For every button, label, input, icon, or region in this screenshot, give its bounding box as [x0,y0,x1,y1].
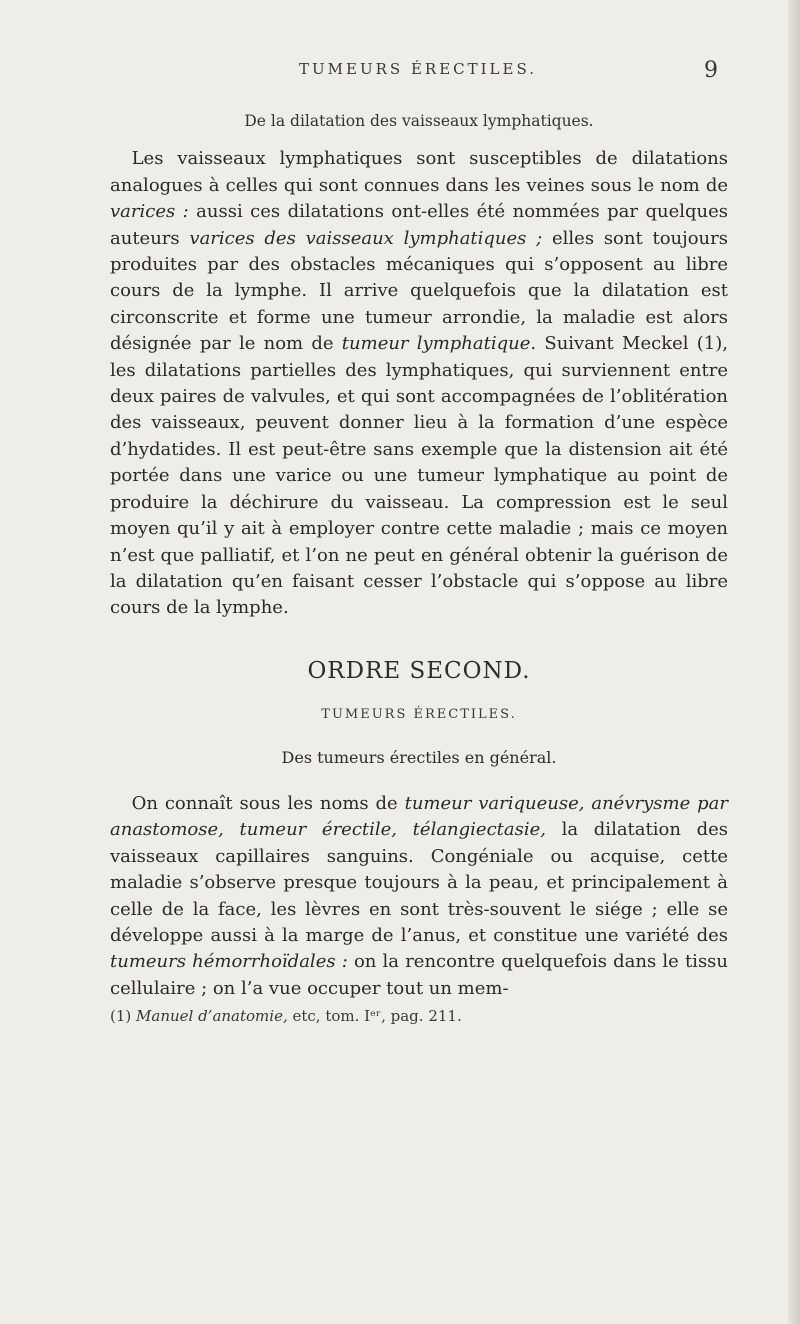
italic-run: varices : [110,201,189,223]
text-run: On connaît sous les noms de [131,792,405,814]
footnote-title: Manuel d’anatomie, [136,1007,288,1026]
paragraph-lymphatic [110,146,728,621]
text-run: on la rencontre quelquefois dans le tissu cellulaire ; on l’a vue occuper tout un mem- [110,951,729,999]
text-run: la dilatation des vaisseaux capillaires sanguins. Congéniale ou acquise, cette maladie s’observe presque toujours à la peau, et principalement à celle de la face, les lèvres en sont très-souvent le siége ; elle se développe aussi à la marge de l’anus, et constitue une variété des [110,819,728,946]
italic-run: tumeur lymphatique. [341,333,537,355]
footnote-mark: (1) [110,1007,137,1026]
paragraph-erectile [110,791,728,1002]
section-title-erectile: Des tumeurs érectiles en général. [281,747,557,767]
footnote [110,1006,728,1026]
italic-run: varices des vaisseaux lymphatiques ; [189,227,543,249]
running-head [0,60,800,90]
section-title-lymphatic: De la dilatation des vaisseaux lymphatiques. [244,112,594,130]
order-subheading: TUMEURS ÉRECTILES. [321,707,517,723]
page-edge [788,0,800,1324]
footnote-ref: etc, tom. Iᵉʳ, pag. 211. [287,1007,462,1026]
text-run: aussi ces dilatations ont-elles été nommées par quelques auteurs [110,201,728,249]
running-head-title: TUMEURS ÉRECTILES. [299,60,537,78]
italic-run: tumeurs hémorrhoïdales : [110,951,348,973]
italic-run: tumeur variqueuse, anévrysme par anastomose, tumeur érectile, télangiectasie, [110,792,728,841]
order-heading: ORDRE SECOND. [307,657,531,684]
text-run: Les vaisseaux lymphatiques sont susceptibles de dilatations analogues à celles qui sont connues dans les veines sous le nom de [110,148,728,196]
text-block [110,108,728,1026]
page-number: 9 [704,58,718,83]
text-run: Suivant Meckel (1), les dilatations partielles des lymphatiques, qui surviennent entre deux paires de valvules, et qui sont accompagnées de l’oblitération des vaisseaux, peuvent donner lieu à la formation d’une espèce d’hydatides. Il est peut-être sans exemple que la distension ait été portée dans une varice ou une tumeur lymphatique au point de produire la déchirure du vaisseau. La compression est le seul moyen qu’il y ait à employer contre cette maladie ; mais ce moyen n’est que palliatif, et l’on ne peut en général obtenir la guérison de la dilatation qu’en faisant cesser l’obstacle qui s’oppose au libre cours de la lymphe. [110,333,728,619]
text-run: elles sont toujours produites par des obstacles mécaniques qui s’opposent au libre cours de la lymphe. Il arrive quelquefois que la dilatation est circonscrite et forme une tumeur arrondie, la maladie est alors désignée par le nom de [110,227,728,355]
